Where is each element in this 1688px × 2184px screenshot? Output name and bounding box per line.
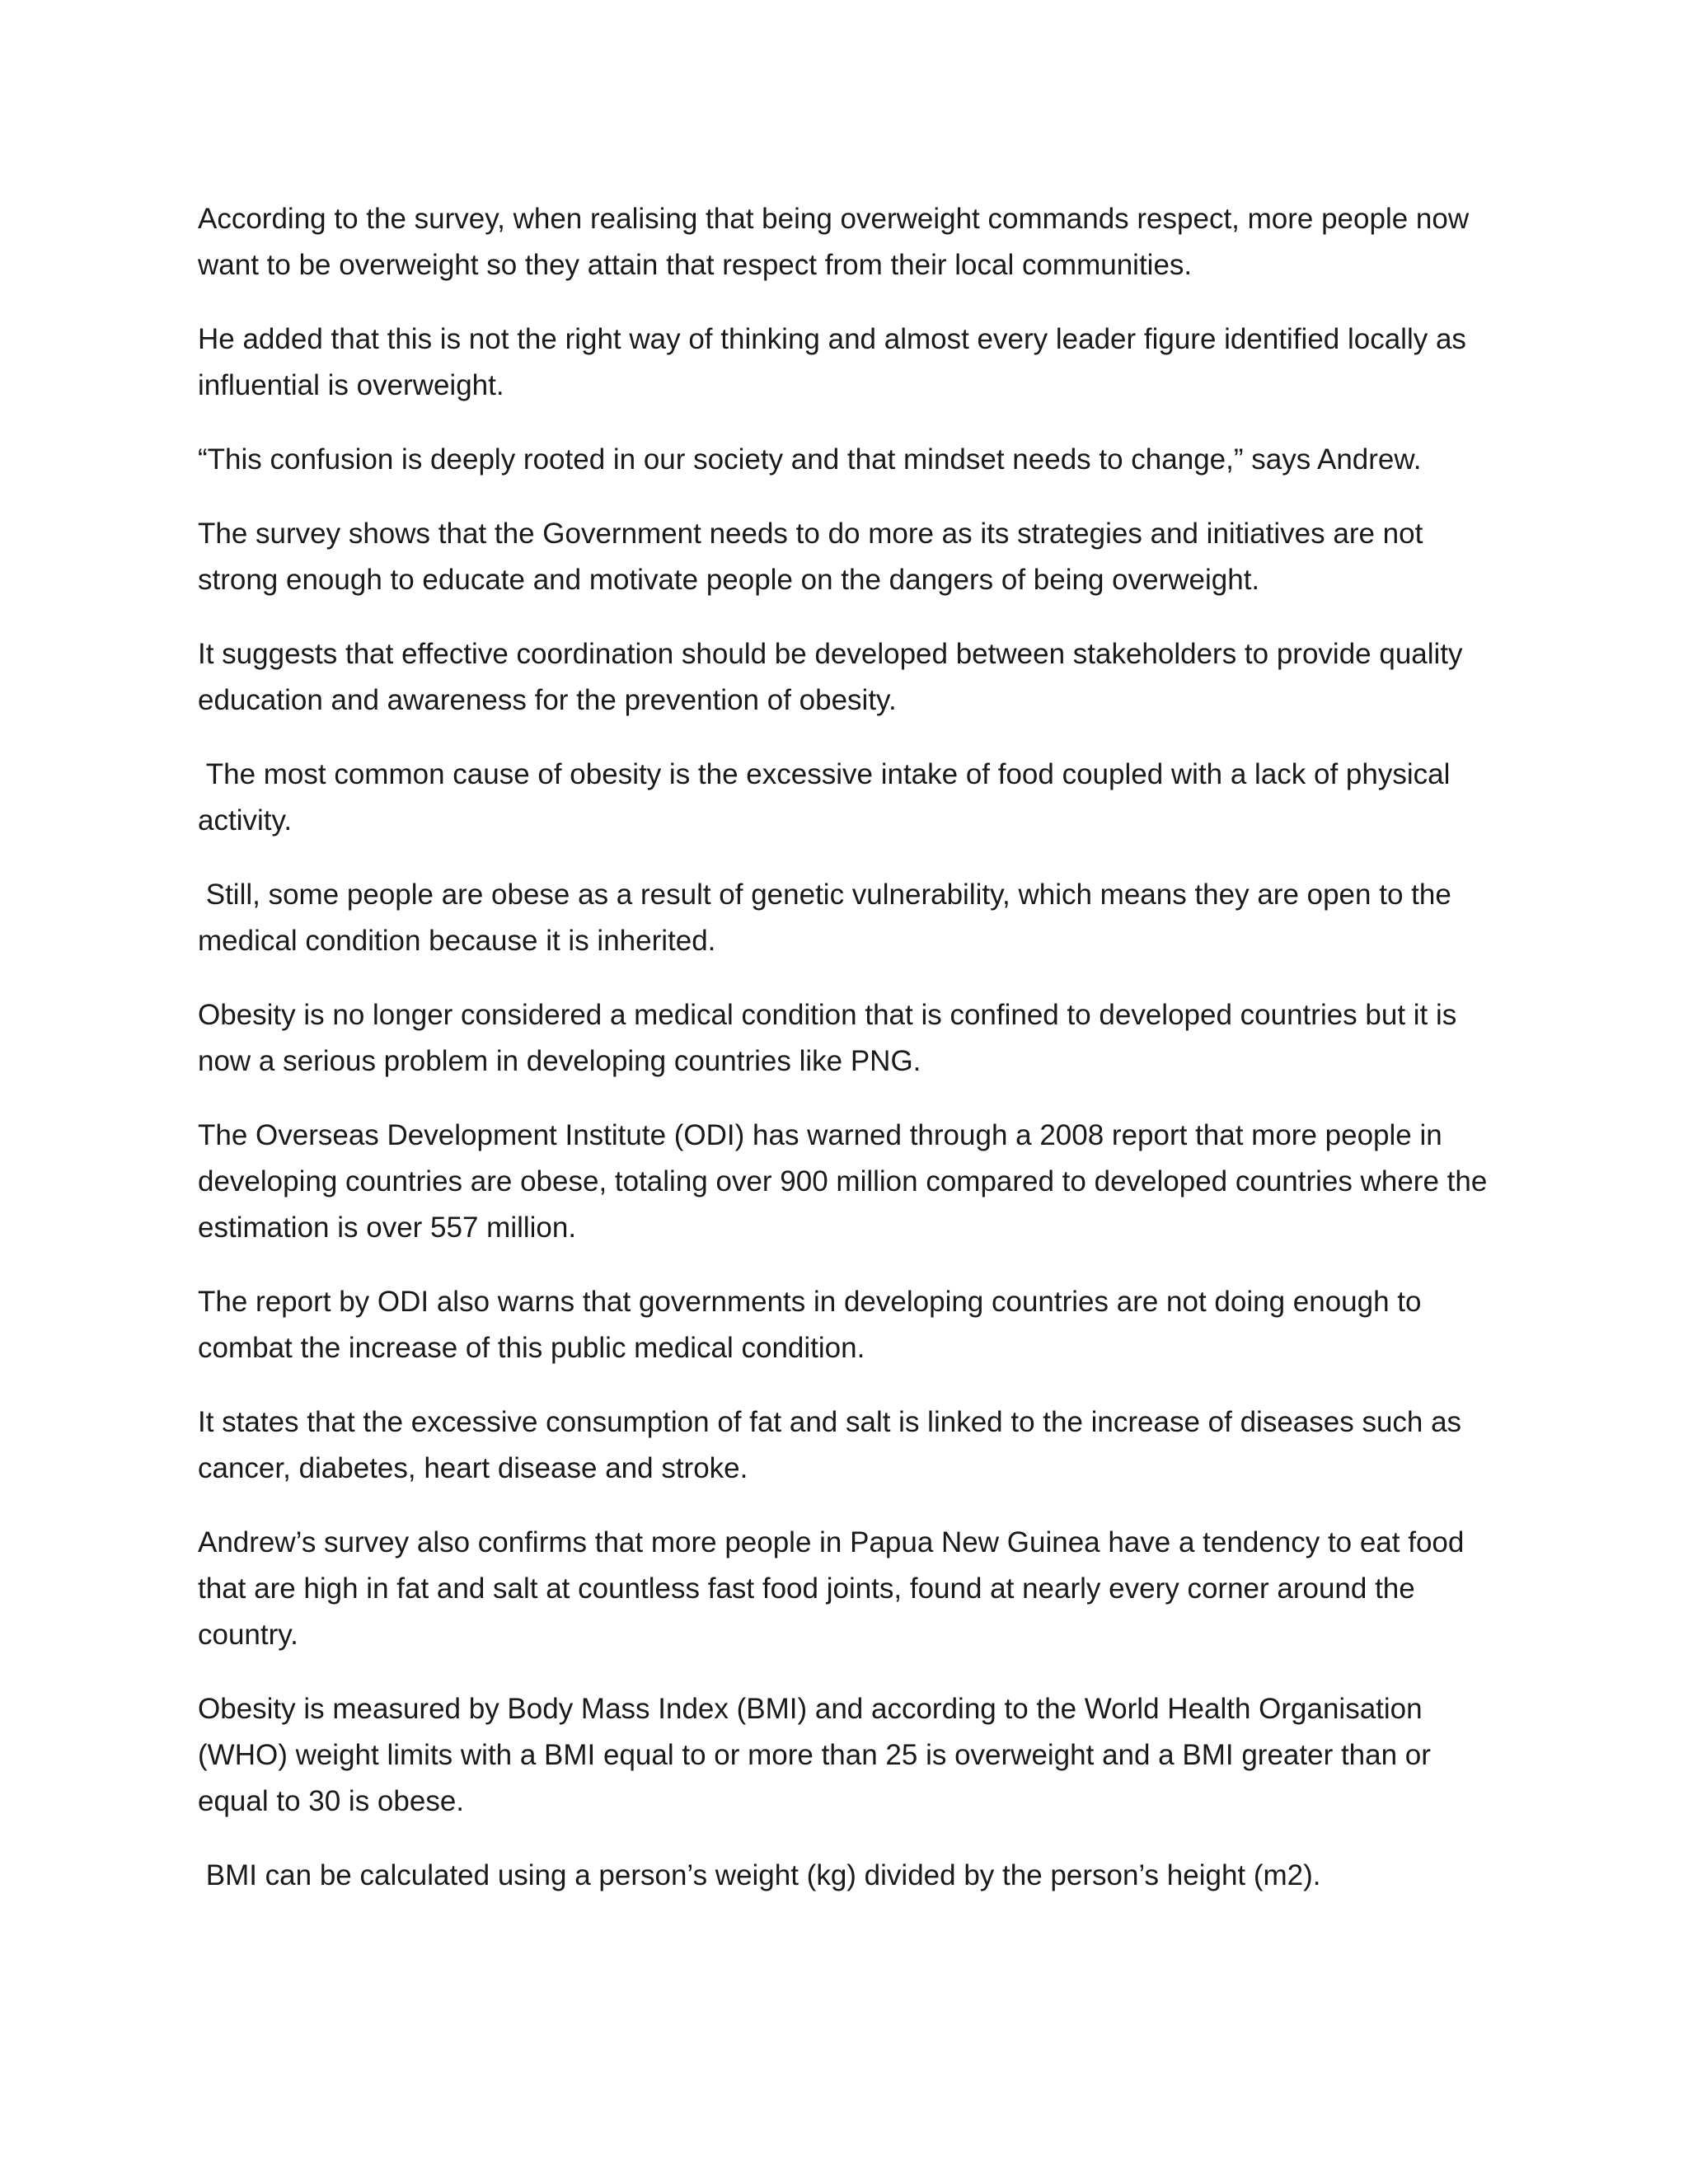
paragraph-coordination: It suggests that effective coordination should be developed between stakeholders to provide quality education and awareness for the prevention of obesity. [198, 638, 1471, 716]
paragraph-survey-respect: According to the survey, when realising that being overweight commands respect, more people now want to be overweight so they attain that respect from their local communities. [198, 203, 1477, 281]
paragraph-fat-salt-diseases: It states that the excessive consumption of fat and salt is linked to the increase of diseases such as cancer, diabetes, heart disease and stroke. [198, 1406, 1470, 1484]
paragraph-odi-report: The Overseas Development Institute (ODI) has warned through a 2008 report that more people in developing countries are obese, totaling over 900 million compared to developed countries where the estimation is over 557 million. [198, 1119, 1496, 1244]
paragraph-fast-food: Andrew’s survey also confirms that more people in Papua New Guinea have a tendency to eat food that are high in fat and salt at countless fast food joints, found at nearly every corner around the country. [198, 1526, 1473, 1651]
paragraph-developing-countries: Obesity is no longer considered a medical condition that is confined to developed countries but it is now a serious problem in developing countries like PNG. [198, 999, 1465, 1077]
paragraph-government-strategies: The survey shows that the Government needs to do more as its strategies and initiatives are not strong enough to educate and motivate people on the dangers of being overweight. [198, 518, 1432, 596]
paragraph-andrew-quote: “This confusion is deeply rooted in our society and that mindset needs to change,” says Andrew. [198, 443, 1422, 476]
paragraph-leader-figures: He added that this is not the right way of thinking and almost every leader figure identified locally as influential is overweight. [198, 323, 1475, 401]
document-page [198, 196, 1500, 1927]
paragraph-common-cause: The most common cause of obesity is the excessive intake of food coupled with a lack of physical activity. [198, 758, 1459, 837]
paragraph-odi-warning: The report by ODI also warns that governments in developing countries are not doing enough to combat the increase of this public medical condition. [198, 1286, 1430, 1364]
paragraph-bmi-measure: Obesity is measured by Body Mass Index (BMI) and according to the World Health Organisation (WHO) weight limits with a BMI equal to or more than 25 is overweight and a BMI greater than or equal to 30 is obese. [198, 1693, 1439, 1817]
paragraph-bmi-calculation: BMI can be calculated using a person’s weight (kg) divided by the person’s height (m2). [198, 1859, 1321, 1891]
paragraph-genetic-vulnerability: Still, some people are obese as a result of genetic vulnerability, which means they are open to the medical condition because it is inherited. [198, 879, 1460, 957]
